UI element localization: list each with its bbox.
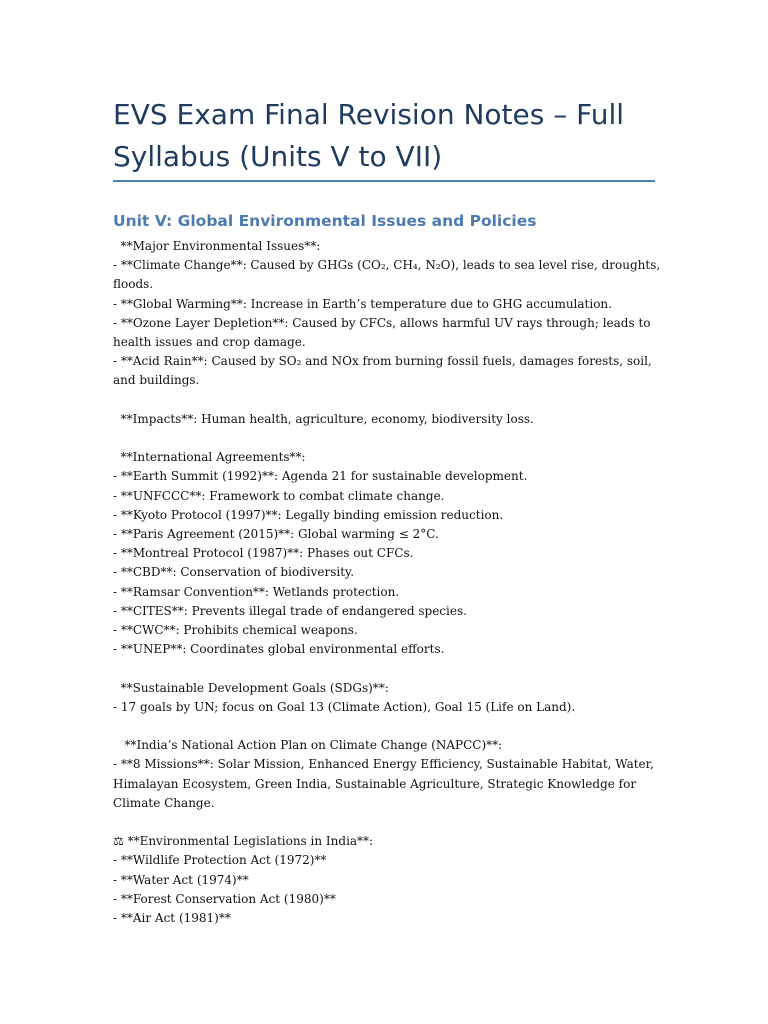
list-item: - **Acid Rain**: Caused by SO₂ and NOx from burning fossil fuels, damages forests, soil, and buildings. <box>113 354 656 388</box>
impacts-line: **Impacts**: Human health, agriculture, economy, biodiversity loss. <box>113 411 534 426</box>
list-item: - **CWC**: Prohibits chemical weapons. <box>113 623 358 638</box>
list-item: - **Global Warming**: Increase in Earth’s temperature due to GHG accumulation. <box>113 296 612 311</box>
legislations-header: ⚖ **Environmental Legislations in India**: <box>113 834 374 849</box>
unit-v-heading: Unit V: Global Environmental Issues and Policies <box>113 212 537 230</box>
list-item: - **UNEP**: Coordinates global environmental efforts. <box>113 642 445 657</box>
list-item: - **Wildlife Protection Act (1972)** <box>113 853 327 868</box>
list-item: - **Paris Agreement (2015)**: Global warming ≤ 2°C. <box>113 527 439 542</box>
spacer <box>113 659 661 678</box>
list-item: - **Climate Change**: Caused by GHGs (CO₂, CH₄, N₂O), leads to sea level rise, droughts, floods. <box>113 258 664 292</box>
list-item: - **Ramsar Convention**: Wetlands protection. <box>113 584 400 599</box>
list-item: - **Ozone Layer Depletion**: Caused by CFCs, allows harmful UV rays through; leads to health issues and crop damage. <box>113 315 655 350</box>
spacer <box>113 813 661 832</box>
list-item: - **CITES**: Prevents illegal trade of endangered species. <box>113 603 467 618</box>
sdgs-header: **Sustainable Development Goals (SDGs)**: <box>113 680 389 695</box>
document-title: EVS Exam Final Revision Notes – Full Syllabus (Units V to VII) <box>113 98 625 173</box>
spacer <box>113 391 661 410</box>
list-item: - 17 goals by UN; focus on Goal 13 (Climate Action), Goal 15 (Life on Land). <box>113 699 576 714</box>
agreements-header: **International Agreements**: <box>113 450 306 465</box>
list-item: - **8 Missions**: Solar Mission, Enhanced Energy Efficiency, Sustainable Habitat, Water, Himalayan Ecosystem, Green India, Sustainable Agriculture, Strategic Knowledge for Climate Change. <box>113 757 658 810</box>
list-item: - **Earth Summit (1992)**: Agenda 21 for sustainable development. <box>113 469 528 484</box>
list-item: - **Air Act (1981)** <box>113 911 231 926</box>
spacer <box>113 429 661 448</box>
list-item: - **Water Act (1974)** <box>113 872 249 887</box>
list-item: - **UNFCCC**: Framework to combat climate change. <box>113 488 445 503</box>
list-item: - **Forest Conservation Act (1980)** <box>113 891 336 906</box>
title-underline <box>113 180 655 182</box>
major-issues-header: **Major Environmental Issues**: <box>113 239 321 253</box>
list-item: - **Kyoto Protocol (1997)**: Legally binding emission reduction. <box>113 507 504 522</box>
spacer <box>113 717 661 736</box>
notes-body <box>113 237 664 928</box>
list-item: - **Montreal Protocol (1987)**: Phases out CFCs. <box>113 546 414 561</box>
napcc-header: **India’s National Action Plan on Climate Change (NAPCC)**: <box>113 738 503 753</box>
list-item: - **CBD**: Conservation of biodiversity. <box>113 565 355 580</box>
